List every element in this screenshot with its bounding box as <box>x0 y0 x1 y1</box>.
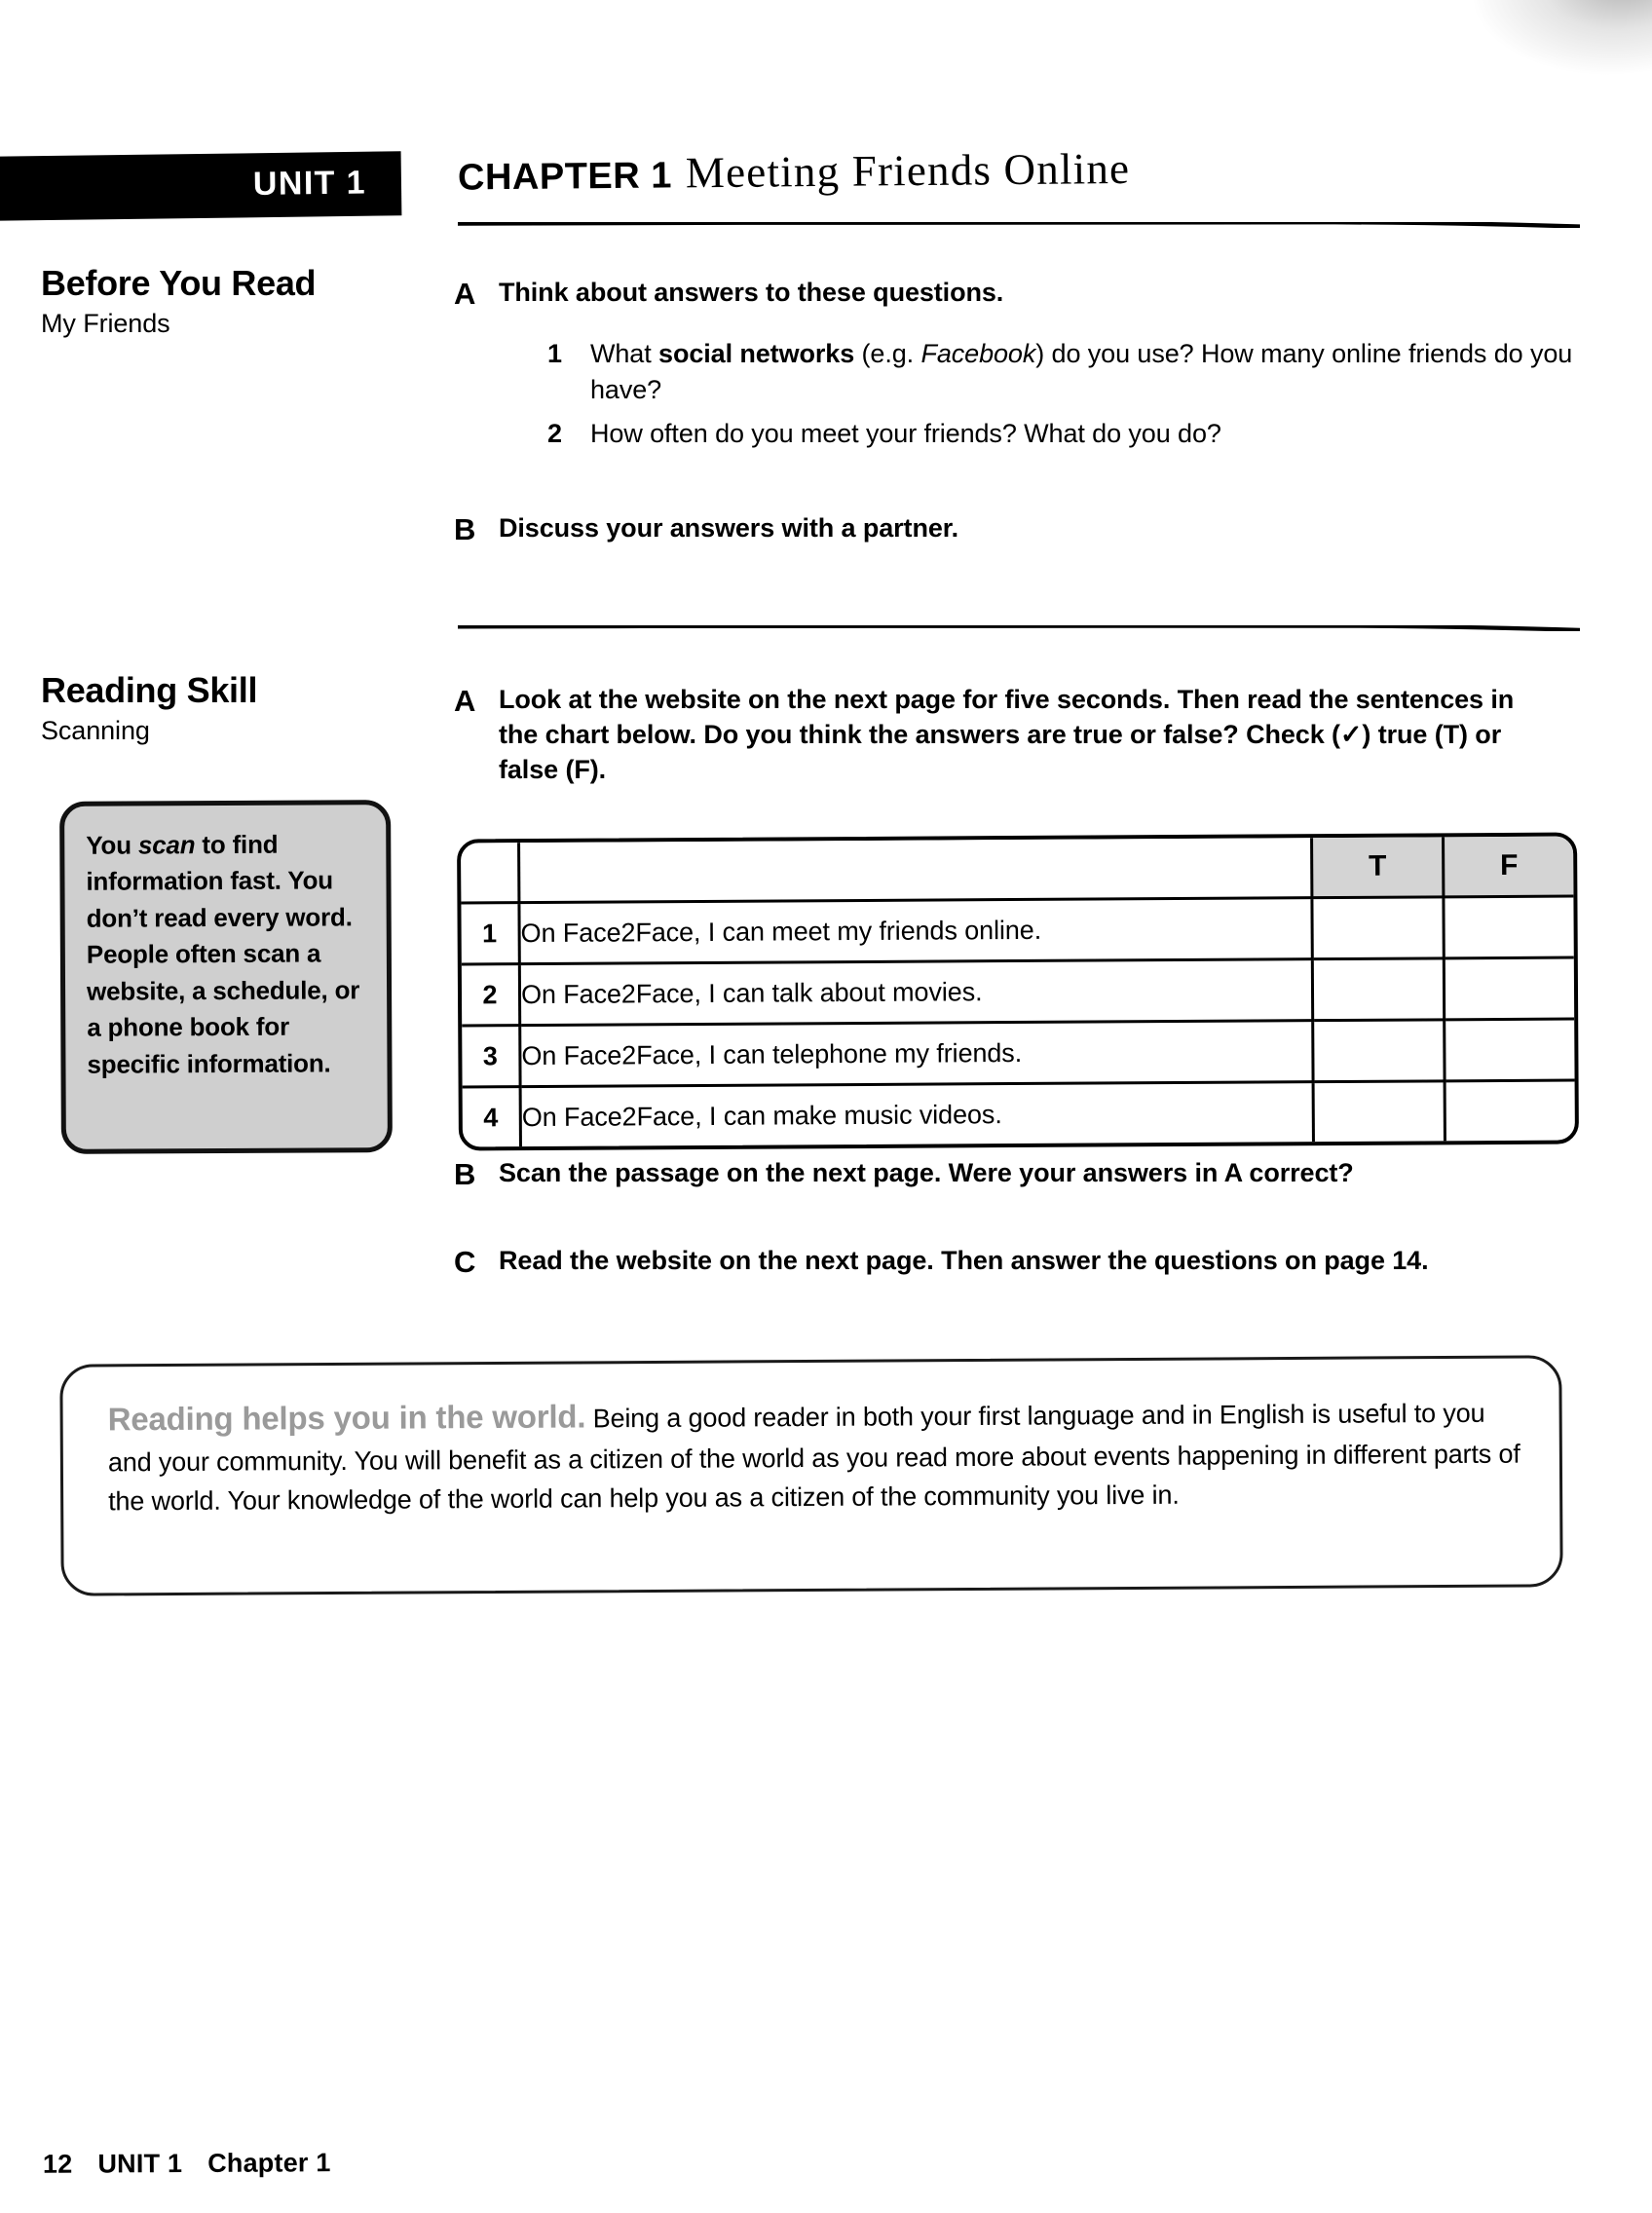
row-number: 3 <box>462 1026 520 1087</box>
footer-unit: UNIT 1 <box>97 2149 183 2179</box>
unit-tab-label: UNIT 1 <box>252 164 367 203</box>
row-sentence: On Face2Face, I can telephone my friends. <box>520 1021 1313 1087</box>
table-row <box>461 896 1573 964</box>
item-instruction: Read the website on the next page. Then answer the questions on page 14. <box>499 1246 1429 1275</box>
section-divider <box>458 625 1580 631</box>
true-false-table[interactable] <box>457 832 1579 1150</box>
byr-question-list <box>547 336 1609 461</box>
byr-item-b <box>454 510 1584 550</box>
rs-item-a <box>454 682 1545 788</box>
table-header-row <box>461 837 1573 903</box>
question-number: 2 <box>547 419 563 449</box>
item-instruction: Discuss your answers with a partner. <box>499 513 959 543</box>
checkbox-true[interactable] <box>1313 1020 1445 1082</box>
checkbox-false[interactable] <box>1444 896 1574 958</box>
row-sentence: On Face2Face, I can meet my friends online. <box>519 898 1312 964</box>
header-blank-num <box>461 843 519 903</box>
callout-body: Being a good reader in both your first language and in English is useful to you and your community. You will benefit as a citizen of the world as you read more about events happening in different parts of the world. Your knowledge of the world can help you as a citizen of the community you live in. <box>107 1398 1521 1517</box>
reading-world-callout <box>59 1355 1562 1595</box>
footer-page-number: 12 <box>42 2149 73 2179</box>
table-row <box>462 957 1574 1026</box>
item-letter-b: B <box>454 1157 476 1191</box>
section-subheading: My Friends <box>41 309 170 339</box>
checkbox-false[interactable] <box>1445 1080 1575 1141</box>
row-sentence: On Face2Face, I can make music videos. <box>520 1082 1313 1146</box>
checkbox-false[interactable] <box>1445 1019 1575 1081</box>
header-blank-sentence <box>519 838 1312 902</box>
item-letter-b: B <box>454 512 476 546</box>
row-number: 1 <box>461 903 519 964</box>
question-number: 1 <box>547 339 563 368</box>
section-subheading: Scanning <box>41 716 150 746</box>
table-row <box>463 1080 1575 1146</box>
item-letter-c: C <box>454 1245 476 1279</box>
rs-item-c <box>454 1243 1438 1283</box>
item-instruction: Look at the website on the next page for five seconds. Then read the sentences in the chart below. Do you think the answers are true or false? Check (✓) true (T) or false (F). <box>499 685 1515 785</box>
footer-chapter: Chapter 1 <box>207 2148 331 2178</box>
section-before-you-read <box>41 265 431 339</box>
question-item <box>547 416 1609 452</box>
callout-lead: Reading helps you in the world. <box>107 1398 586 1438</box>
question-item <box>547 336 1609 407</box>
unit-tab <box>0 151 401 220</box>
checkbox-true[interactable] <box>1312 897 1444 959</box>
callout-text <box>107 1388 1521 1522</box>
chapter-title: Meeting Friends Online <box>685 143 1131 198</box>
section-reading-skill <box>41 672 431 746</box>
header-true: T <box>1312 837 1444 897</box>
question-text: How often do you meet your friends? What do you do? <box>590 419 1221 449</box>
chapter-label: CHAPTER 1 <box>457 155 673 199</box>
checkbox-true[interactable] <box>1312 958 1444 1021</box>
item-instruction: Scan the passage on the next page. Were your answers in A correct? <box>499 1158 1354 1187</box>
scan-shadow-artifact <box>1471 0 1652 89</box>
section-heading: Before You Read <box>41 263 317 303</box>
checkbox-true[interactable] <box>1313 1081 1445 1142</box>
section-heading: Reading Skill <box>41 670 258 710</box>
item-letter-a: A <box>454 277 476 311</box>
chapter-heading <box>458 138 1588 200</box>
row-sentence: On Face2Face, I can talk about movies. <box>519 959 1312 1026</box>
item-letter-a: A <box>454 684 476 718</box>
row-number: 2 <box>462 964 520 1026</box>
byr-item-a <box>454 275 1584 315</box>
rs-item-b <box>454 1155 1584 1195</box>
table-row <box>462 1019 1574 1087</box>
scanning-tip-box <box>59 800 393 1154</box>
item-instruction: Think about answers to these questions. <box>499 278 1004 307</box>
page-footer <box>43 2148 331 2180</box>
row-number: 4 <box>463 1087 521 1147</box>
checkbox-false[interactable] <box>1444 957 1574 1020</box>
header-false: F <box>1444 837 1574 897</box>
scanning-tip-text: You scan to find information fast. You don’t read every word. People often scan a website, a schedule, or a phone book for specific information. <box>86 829 360 1079</box>
question-text: What social networks (e.g. Facebook) do you use? How many online friends do you have? <box>590 339 1573 404</box>
title-underline <box>458 222 1580 228</box>
